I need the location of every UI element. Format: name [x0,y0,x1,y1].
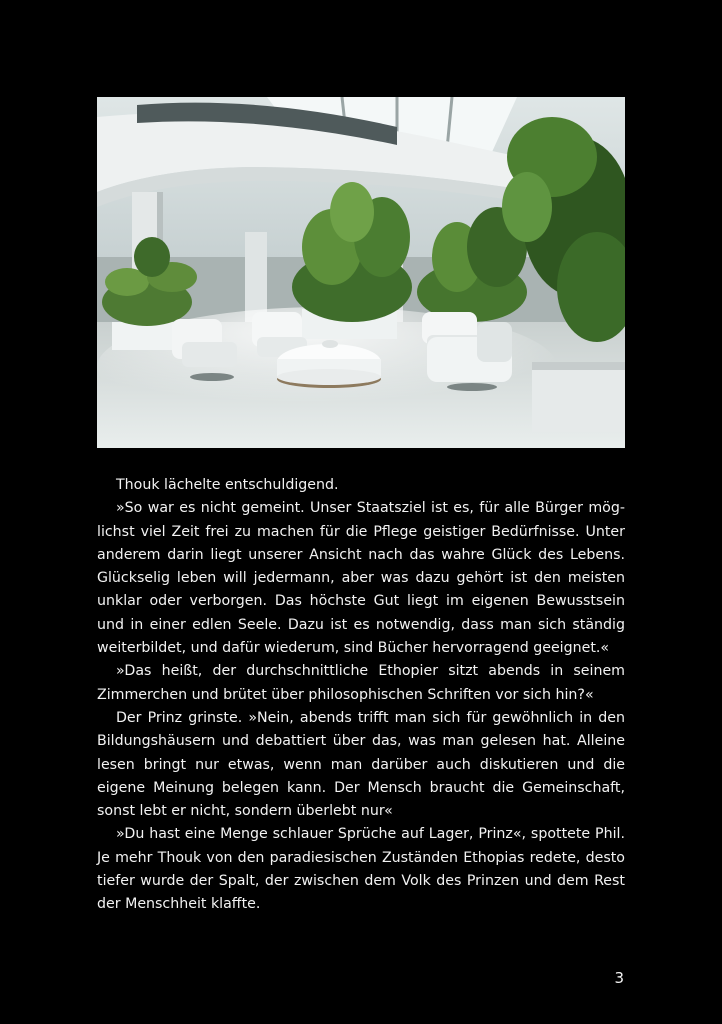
paragraph: »Das heißt, der durchschnittliche Ethopier sitzt abends in seinem Zimmerchen und brütet über philosophischen Schriften vor sich hin?« [97,663,625,703]
paragraph: Thouk lächelte entschuldigend. [116,477,339,493]
paragraph: »So war es nicht gemeint. Unser Staatsziel ist es, für alle Bürger möglichst viel Zeit frei zu machen für die Pflege geistiger Bedürfnisse. Unter anderem darin liegt unserer Ansicht nach das wahre Glück des Lebens. Glückselig leben will jedermann, aber was dazu gehört ist den meisten unklar oder verborgen. Das höchste Gut liegt im eigenen Bewusstsein und in einer edlen Seele. Dazu ist es notwendig, dass man sich ständig weiterbildet, und dafür wiederum, sind Bücher hervorragend geeignet.« [97,500,625,657]
paragraph: Der Prinz grinste. »Nein, abends trifft man sich für gewöhnlich in den Bildungshäusern und debattiert über das, was man gelesen hat. Alleine lesen bringt nur etwas, wenn man darüber auch diskutieren und die eigene Meinung belegen kann. Der Mensch braucht die Gemeinschaft, sonst lebt er nicht, sondern überlebt nur« [97,709,625,820]
page-number: 3 [614,969,624,987]
paragraph: »Du hast eine Menge schlauer Sprüche auf Lager, Prinz«, spottete Phil. Je mehr Thouk von den paradiesischen Zuständen Ethopias redete, desto tiefer wurde der Spalt, der zwischen dem Volk des Prinzen und dem Rest der Menschheit klaffte. [97,826,625,913]
body-text [97,474,625,917]
atrium-illustration [97,97,625,448]
